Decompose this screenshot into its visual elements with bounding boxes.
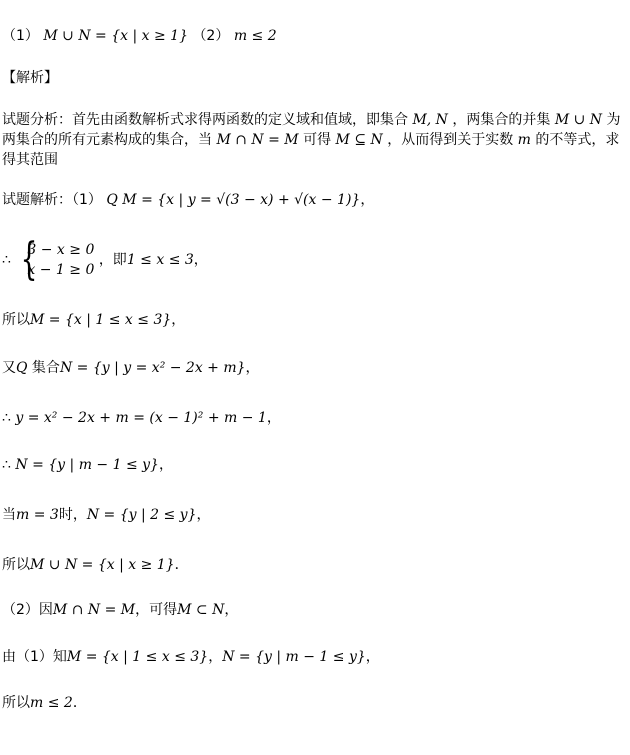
solution-line-3	[2, 310, 185, 330]
analysis-text-c: 为两集合的所有元素构成的集合，当	[2, 112, 621, 148]
solution-line-2	[2, 234, 208, 285]
solution-line2-text: ，即	[98, 252, 127, 268]
analysis-paragraph	[2, 110, 626, 170]
therefore-symbol-3: ∴	[2, 457, 11, 473]
analysis-math-a: M, N	[408, 112, 453, 128]
solution-line-8	[2, 555, 189, 575]
solution-line-10	[2, 647, 380, 667]
solution-line11-tail: ．	[72, 695, 87, 711]
solution-line1-math: Q M = {x | y = √(3 − x) + √(x − 1)}	[106, 192, 361, 208]
solution-line4-math: N = {y | y = x² − 2x + m}	[59, 360, 246, 376]
analysis-text-f: 的不等式，求得其范围	[2, 132, 620, 168]
section-header: 【解析】	[2, 70, 58, 86]
answer-part2-label: （2）	[192, 28, 230, 44]
solution-line10-tail: ，	[365, 649, 380, 665]
solution-line10-text-b: ，	[208, 649, 223, 665]
solution-label: 试题解析：（1）	[2, 192, 102, 208]
solution-line3-text: 所以	[2, 312, 30, 328]
analysis-text-a: 首先由函数解析式求得两函数的定义域和值域，即集合	[72, 112, 408, 128]
analysis-label: 试题分析：	[2, 112, 72, 128]
solution-line9-tail: ，	[224, 602, 239, 618]
analysis-text-e: ，从而得到关于实数	[387, 132, 514, 148]
solution-line4-text-b: Q	[16, 360, 28, 376]
solution-line10-text-a: 由（1）知	[2, 649, 67, 665]
solution-line3-math: M = {x | 1 ≤ x ≤ 3}	[30, 312, 172, 328]
solution-line9-math-a: M ∩ N = M	[52, 602, 136, 618]
solution-line3-tail: ，	[171, 312, 186, 328]
solution-line-4	[2, 358, 260, 378]
solution-line4-tail: ，	[245, 360, 260, 376]
solution-line7-tail: ，	[196, 507, 211, 523]
solution-line10-math-b: N = {y | m − 1 ≤ y}	[222, 649, 366, 665]
solution-line6-tail: ，	[158, 457, 173, 473]
solution-line1-tail: ，	[360, 192, 375, 208]
solution-line9-text-b: ，可得	[135, 602, 178, 618]
solution-line11-math: m ≤ 2	[30, 695, 73, 711]
analysis-text-d: 可得	[303, 132, 332, 148]
solution-line-1	[2, 190, 374, 210]
answer-line	[2, 26, 277, 46]
solution-line9-text-a: （2）因	[2, 602, 53, 618]
solution-line11-text: 所以	[2, 695, 30, 711]
solution-line-7	[2, 505, 211, 525]
solution-line8-math: M ∪ N = {x | x ≥ 1}	[30, 557, 175, 573]
analysis-math-e: m	[513, 132, 536, 148]
solution-line4-text-c: 集合	[27, 360, 60, 376]
solution-line8-tail: ．	[174, 557, 189, 573]
solution-line9-math-b: M ⊂ N	[177, 602, 225, 618]
solution-line6-math: N = {y | m − 1 ≤ y}	[15, 457, 159, 473]
analysis-math-d: M ⊆ N	[331, 132, 388, 148]
therefore-symbol-1: ∴	[2, 252, 11, 268]
solution-line-6	[2, 455, 173, 475]
system-row-1: 3 − x ≥ 0	[27, 242, 95, 258]
solution-line8-text: 所以	[2, 557, 30, 573]
solution-line-5	[2, 408, 281, 428]
solution-line-9	[2, 600, 238, 620]
solution-line7-math-b: N = {y | 2 ≤ y}	[86, 507, 197, 523]
therefore-symbol-2: ∴	[2, 410, 11, 426]
analysis-text-b: ，两集合的并集	[452, 112, 551, 128]
solution-line5-math: y = x² − 2x + m = (x − 1)² + m − 1	[15, 410, 267, 426]
answer-part1-label: （1）	[2, 28, 39, 44]
solution-line7-text-a: 当	[2, 507, 16, 523]
answer-part2-math: m ≤ 2	[233, 28, 277, 44]
solution-line7-text-b: 时，	[58, 507, 87, 523]
system-row-2: x − 1 ≥ 0	[27, 262, 95, 278]
solution-line-11	[2, 693, 87, 713]
inequality-system	[15, 234, 95, 285]
solution-line10-math-a: M = {x | 1 ≤ x ≤ 3}	[66, 649, 209, 665]
solution-line4-text-a: 又	[2, 360, 16, 376]
analysis-math-b: M ∪ N	[550, 112, 607, 128]
solution-line2-tail: ，	[193, 252, 208, 268]
solution-line7-math-a: m = 3	[16, 507, 59, 523]
left-brace-icon: {	[20, 234, 38, 285]
answer-part1-math: M ∪ N = {x | x ≥ 1}	[43, 28, 188, 44]
analysis-math-c: M ∩ N = M	[212, 132, 304, 148]
solution-line2-math: 1 ≤ x ≤ 3	[126, 252, 194, 268]
solution-line5-tail: ，	[266, 410, 281, 426]
